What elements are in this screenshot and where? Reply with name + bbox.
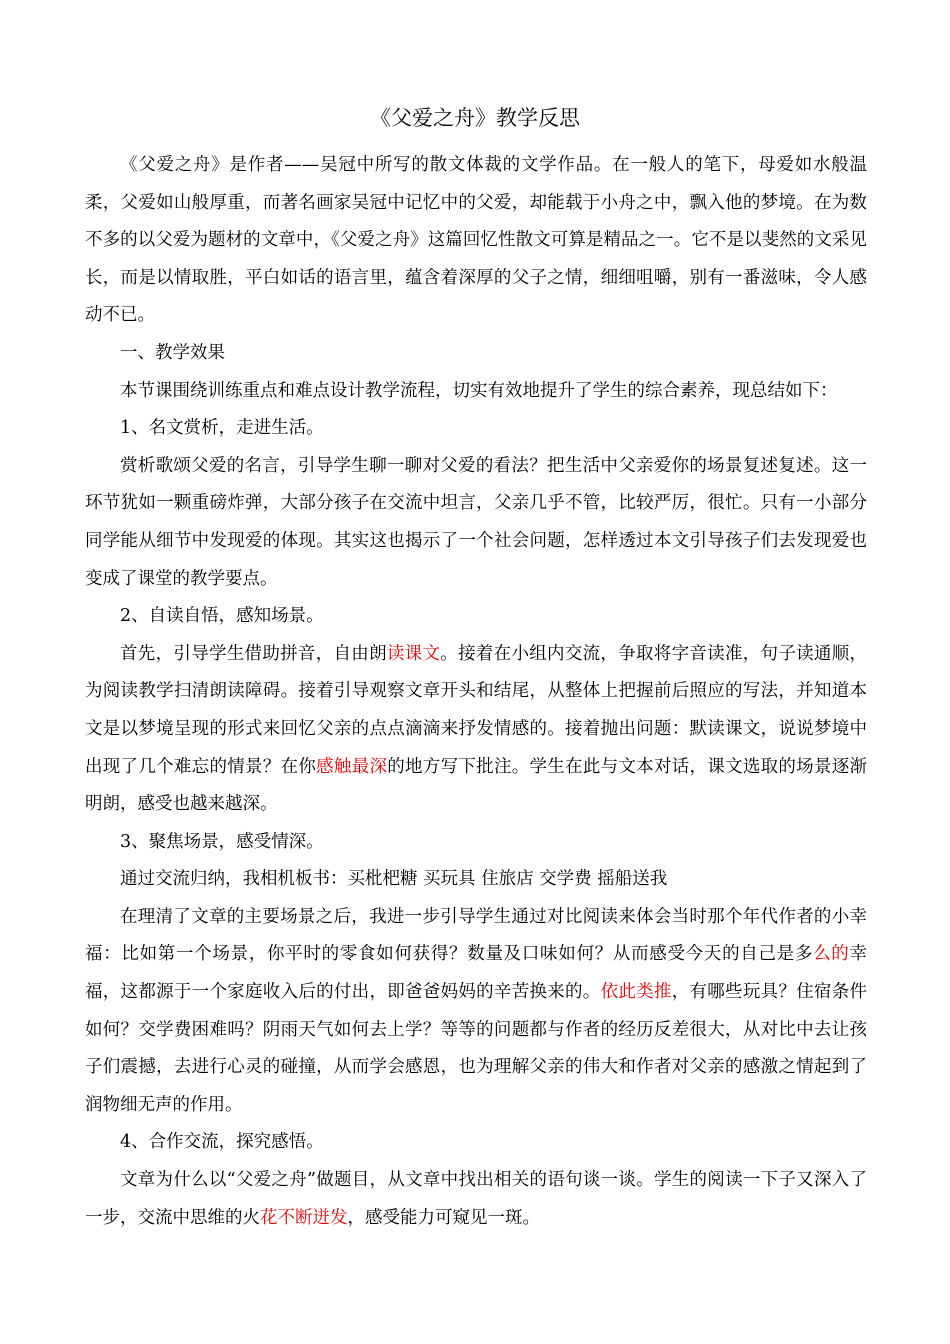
body-paragraph xyxy=(85,861,867,899)
text-run: 的地方写下批注。学生在此与文本对话，课文选取的场景逐渐明朗，感受也越来越深。 xyxy=(85,756,868,815)
text-run: 一、教学效果 xyxy=(120,342,225,363)
text-run: ，感受能力可窥见一斑。 xyxy=(347,1207,540,1228)
text-run: 4、合作交流，探究感悟。 xyxy=(120,1132,324,1153)
text-run: 3、聚焦场景，感受情深。 xyxy=(120,831,324,852)
body-paragraph xyxy=(85,448,867,598)
text-run: 赏析歌颂父爱的名言，引导学生聊一聊对父爱的看法？把生活中父亲爱你的场景复述复述。这一环节犹如一颗重磅炸弹，大部分孩子在交流中坦言，父亲几乎不管，比较严厉，很忙。只有一小部分同学能从细节中发现爱的体现。其实这也揭示了一个社会问题，怎样透过本文引导孩子们去发现爱也变成了课堂的教学要点。 xyxy=(85,455,867,589)
highlighted-text: 么的 xyxy=(813,944,850,965)
text-run: ，有哪些玩具？住宿条件如何？交学费困难吗？阴雨天气如何去上学？等等的问题都与作者的经历反差很大，从对比中去让孩子们震撼，去进行心灵的碰撞，从而学会感恩，也为理解父亲的伟大和作者对父亲的感激之情起到了润物细无声的作用。 xyxy=(85,982,868,1115)
text-run: 1、名文赏析，走进生活。 xyxy=(120,418,324,439)
text-run: 《父爱之舟》是作者——吴冠中所写的散文体裁的文学作品。在一般人的笔下，母爱如水般温柔，父爱如山般厚重，而著名画家吴冠中记忆中的父爱，却能载于小舟之中，飘入他的梦境。在为数不多的以父爱为题材的文章中，《父爱之舟》这篇回忆性散文可算是精品之一。它不是以斐然的文采见长，而是以情取胜，平白如话的语言里，蕴含着深厚的父子之情，细细咀嚼，别有一番滋味，令人感动不已。 xyxy=(85,155,867,326)
section-heading xyxy=(85,598,867,636)
document-body xyxy=(85,147,867,1237)
body-paragraph xyxy=(85,636,867,824)
text-run: 2、自读自悟，感知场景。 xyxy=(120,606,324,627)
highlighted-text: 花不断迸发 xyxy=(260,1207,348,1228)
body-paragraph xyxy=(85,147,867,335)
body-paragraph xyxy=(85,899,867,1125)
section-heading xyxy=(85,410,867,448)
text-run: 幸福，这都源于一个家庭收入后的付出，即爸爸妈妈的辛苦换来的。 xyxy=(85,944,867,1003)
text-run: 首先，引导学生借助拼音，自由朗 xyxy=(120,643,387,664)
highlighted-text: 感触最深 xyxy=(316,756,388,777)
text-run: 本节课围绕训练重点和难点设计教学流程，切实有效地提升了学生的综合素养，现总结如下： xyxy=(120,380,838,401)
text-run: 通过交流归纳，我相机板书：买枇杷糖 买玩具 住旅店 交学费 摇船送我 xyxy=(120,869,668,890)
document-title: 《父爱之舟》教学反思 xyxy=(370,106,580,130)
section-heading xyxy=(85,824,867,862)
text-run: 在理清了文章的主要场景之后，我进一步引导学生通过对比阅读来体会当时那个年代作者的小幸福：比如第一个场景，你平时的零食如何获得？数量及口味如何？从而感受今天的自己是多 xyxy=(85,906,867,965)
highlighted-text: 依此类推 xyxy=(600,982,672,1003)
body-paragraph xyxy=(85,1162,867,1237)
text-run: 文章为什么以“父爱之舟”做题目，从文章中找出相关的语句谈一谈。学生的阅读一下子又深入了一步，交流中思维的火 xyxy=(85,1170,867,1228)
text-run: 。接着在小组内交流，争取将字音读准，句子读通顺，为阅读教学扫清朗读障碍。接着引导观察文章开头和结尾，从整体上把握前后照应的写法，并知道本文是以梦境呈现的形式来回忆父亲的点点滴滴来抒发情感的。接着抛出问题：默读课文，说说梦境中出现了几个难忘的情景？在你 xyxy=(85,643,868,777)
section-heading xyxy=(85,1124,867,1162)
highlighted-text: 读课文 xyxy=(386,643,441,664)
body-paragraph xyxy=(85,373,867,411)
section-heading xyxy=(85,335,867,373)
